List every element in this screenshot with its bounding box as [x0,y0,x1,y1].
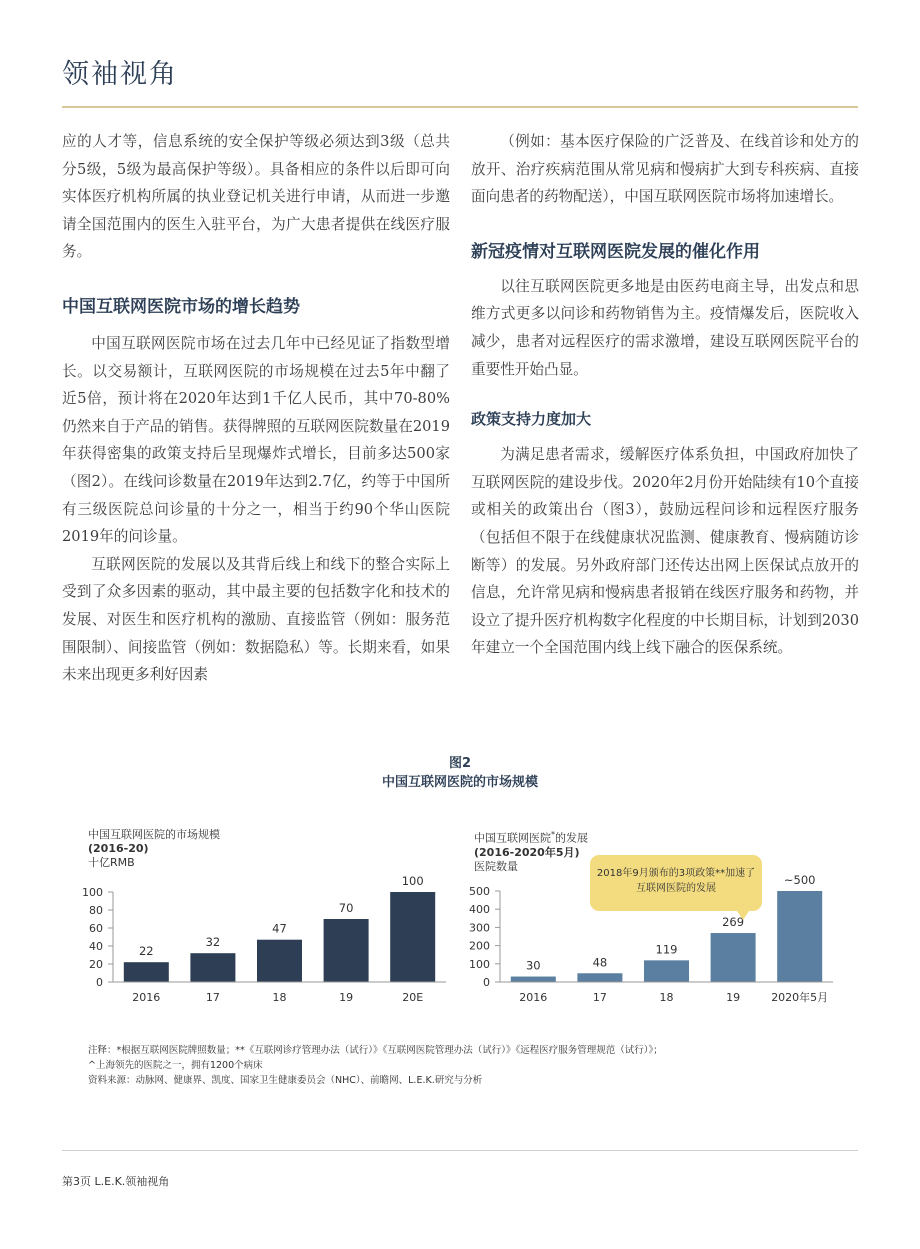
figure-title: 中国互联网医院的市场规模 [381,775,538,790]
footer-divider [62,1150,858,1151]
chart2-title-suffix: 的发展 [555,831,588,845]
chart2-value-label: 30 [525,958,541,973]
chart2-title-footnote-mark: * [551,830,555,839]
callout-line-1: 2018年9月颁布的3项政策**加速了 [596,868,756,879]
figure-notes [88,1043,848,1088]
chart2-category-label: 2016 [519,991,548,1004]
chart1-ytick-label: 40 [89,940,103,953]
chart2-ytick-label: 0 [483,976,490,989]
chart2-title: 中国互联网医院 [474,831,551,845]
section-title-covid: 新冠疫情对互联网医院发展的催化作用 [471,241,760,262]
chart2-value-label: 269 [722,915,745,930]
chart2-bar [711,933,756,982]
chart1-unit: 十亿RMB [88,856,135,869]
chart2-ytick-label: 500 [469,885,490,898]
chart1-value-label: 32 [205,935,221,950]
chart2-ytick-label: 100 [469,957,490,971]
chart1-period: (2016-20) [88,842,149,855]
chart2-policy-callout [590,855,762,911]
chart2-period: (2016-2020年5月) [474,845,580,859]
chart2-value-label: 119 [655,942,678,957]
page-header-title: 领袖视角 [62,59,178,90]
chart1-category-label: 19 [339,991,354,1004]
chart1-value-label: 47 [272,921,287,936]
chart1-ytick-label: 60 [89,922,103,935]
chart2-value-label: ~500 [783,873,816,887]
left-column [62,128,450,689]
right-column [471,128,859,662]
chart2-ytick-label: 200 [469,939,490,953]
chart2-bar [577,973,622,982]
chart1-bar [324,919,369,982]
growth-paragraph-1: 中国互联网医院市场在过去几年中已经见证了指数型增长。以交易额计，互联网医院的市场规模在过去5年中翻了近5倍，预计将在2020年达到1千亿人民币，其中70-80%仍然来自于产品的销售。获得牌照的互联网医院数量在2019年获得密集的政策支持后呈现爆炸式增长，目前多达500家（图2）。在线问诊数量在2019年达到2.7亿，约等于中国所有三级医院总问诊量的十分之一，相当于约90个华山医院2019年的问诊量。 [62,334,450,546]
chart1-ytick-label: 100 [82,886,103,899]
chart1-category-label: 2016 [132,991,161,1004]
figure-number: 图2 [448,756,472,771]
subsection-title-policy: 政策支持力度加大 [471,410,592,429]
policy-paragraph: 为满足患者需求，缓解医疗体系负担，中国政府加快了互联网医院的建设步伐。2020年2月份开始陆续有10个直接或相关的政策出台（图3），鼓励远程问诊和远程医疗服务（包括但不限于在线健康状况监测、健康教育、慢病随访诊断等）的发展。另外政府部门还传达出网上医保试点放开的信息，允许常见病和慢病患者报销在线医疗服务和药物，并设立了提升医疗机构数字化程度的中长期目标，计划到2030年建立一个全国范围内线上线下融合的医保系统。 [471,446,859,657]
covid-paragraph: 以往互联网医院更多地是由医药电商主导，出发点和思维方式更多以问诊和药物销售为主。疫情爆发后，医院收入减少，患者对远程医疗的需求激增，建设互联网医院平台的重要性开始凸显。 [471,277,859,378]
chart2-title-line [474,828,588,846]
chart2-category-label: 17 [592,991,607,1004]
chart1-bar [124,962,169,982]
chart1-title-block [88,828,220,870]
intro-paragraph: 应的人才等，信息系统的安全保护等级必须达到3级（总共分5级，5级为最高保护等级）。具备相应的条件以后即可向实体医疗机构所属的执业登记机关进行申请，从而进一步邀请全国范围内的医生入驻平台，为广大患者提供在线医疗服务。 [62,133,450,261]
chart2-category-label: 18 [659,991,674,1004]
chart1-value-label: 22 [138,944,154,959]
chart2-value-label: 48 [592,955,608,970]
growth-paragraph-2: 互联网医院的发展以及其背后线上和线下的整合实际上受到了众多因素的驱动，其中最主要的包括数字化和技术的发展、对医生和医疗机构的激励、直接监管（例如：服务范围限制）、间接监管（例如：数据隐私）等。长期来看，如果未来出现更多利好因素 [62,555,450,684]
chart2-bar [777,891,822,982]
notes-line-2: ^上海领先的医院之一，拥有1200个病床 [88,1060,263,1071]
chart2-ytick-label: 400 [469,903,490,917]
chart1-title: 中国互联网医院的市场规模 [88,828,220,841]
chart1-ytick-label: 0 [96,976,103,989]
chart2-category-label: 2020年5月 [771,991,829,1004]
continuation-paragraph: （例如：基本医疗保险的广泛普及、在线首诊和处方的放开、治疗疾病范围从常见病和慢病扩大到专科疾病、直接面向患者的药物配送），中国互联网医院市场将加速增长。 [471,133,859,206]
notes-line-1: 注释：*根据互联网医院牌照数量；**《互联网诊疗管理办法（试行）》《互联网医院管理办法（试行）》《远程医疗服务管理规范（试行）》； [88,1045,663,1056]
chart2-category-label: 19 [726,991,741,1004]
chart1-ytick-label: 20 [89,958,103,971]
chart1-category-label: 18 [272,991,287,1004]
chart2-bar [644,960,689,982]
chart2-bar [511,977,556,982]
chart1-category-label: 20E [402,991,424,1004]
header-divider [62,106,858,108]
page-footer: 第3页 L.E.K.领袖视角 [62,1175,170,1188]
chart1-bar [390,892,435,982]
callout-line-2: 互联网医院的发展 [636,883,716,894]
chart1-value-label: 70 [338,901,354,915]
chart2-ytick-label: 300 [469,921,490,935]
chart1-ytick-label: 80 [89,904,103,917]
notes-source: 资料来源：动脉网、健康界、凯度、国家卫生健康委员会（NHC）、前瞻网、L.E.K.研究与分析 [88,1075,483,1086]
chart1-value-label: 100 [401,874,424,888]
chart1-bar [257,940,302,982]
chart1-category-label: 17 [205,991,220,1004]
chart1-bar [190,953,235,982]
callout-pointer [735,908,751,920]
chart2-unit: 医院数量 [474,859,518,873]
chart2-title-block [474,828,588,874]
section-title-growth: 中国互联网医院市场的增长趋势 [62,296,300,317]
